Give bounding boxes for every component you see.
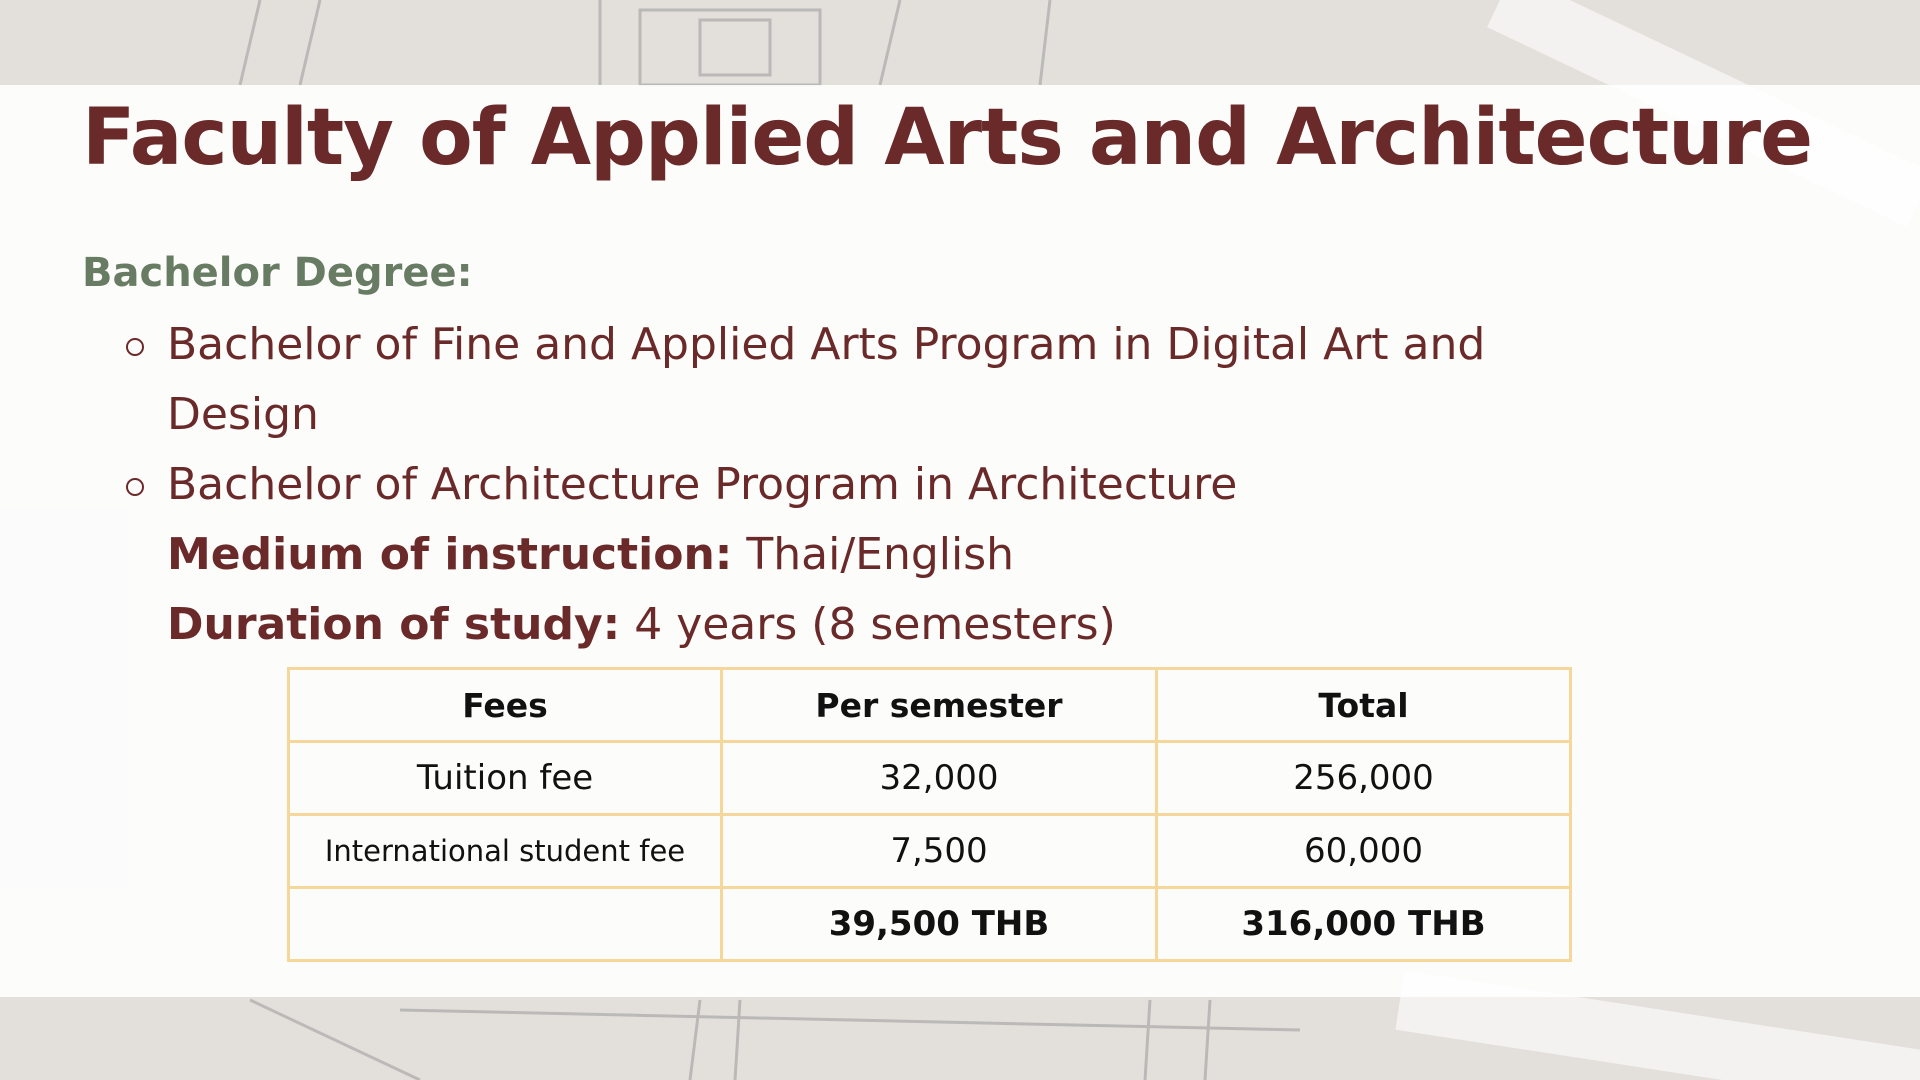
table-header-cell: Per semester — [722, 669, 1157, 742]
table-cell: 7,500 — [722, 815, 1157, 888]
table-cell — [289, 888, 722, 961]
duration-value: 4 years (8 semesters) — [620, 599, 1116, 650]
duration-of-study — [167, 590, 1116, 660]
medium-of-instruction — [167, 520, 1014, 590]
hollow-bullet-icon — [126, 478, 144, 496]
table-header-cell: Fees — [289, 669, 722, 742]
program-item-digital-art — [167, 310, 1485, 450]
table-cell: 39,500 THB — [722, 888, 1157, 961]
table-cell: International student fee — [289, 815, 722, 888]
program-item-architecture: Bachelor of Architecture Program in Architecture — [167, 459, 1238, 510]
table-row — [289, 742, 1571, 815]
table-cell: Tuition fee — [289, 742, 722, 815]
table-cell: 32,000 — [722, 742, 1157, 815]
table-cell: 256,000 — [1157, 742, 1571, 815]
medium-label: Medium of instruction: — [167, 529, 733, 580]
program-line: Design — [167, 389, 319, 440]
program-line: Bachelor of Fine and Applied Arts Program in Digital Art and — [167, 319, 1486, 370]
table-row — [289, 815, 1571, 888]
page-title: Faculty of Applied Arts and Architecture — [82, 93, 1813, 183]
hollow-bullet-icon — [126, 338, 144, 356]
medium-value: Thai/English — [732, 529, 1015, 580]
table-total-row — [289, 888, 1571, 961]
table-cell: 60,000 — [1157, 815, 1571, 888]
table-header-cell: Total — [1157, 669, 1571, 742]
table-cell: 316,000 THB — [1157, 888, 1571, 961]
fees-table — [287, 667, 1572, 962]
table-header-row — [289, 669, 1571, 742]
duration-label: Duration of study: — [167, 599, 621, 650]
degree-subheading: Bachelor Degree: — [82, 250, 473, 296]
